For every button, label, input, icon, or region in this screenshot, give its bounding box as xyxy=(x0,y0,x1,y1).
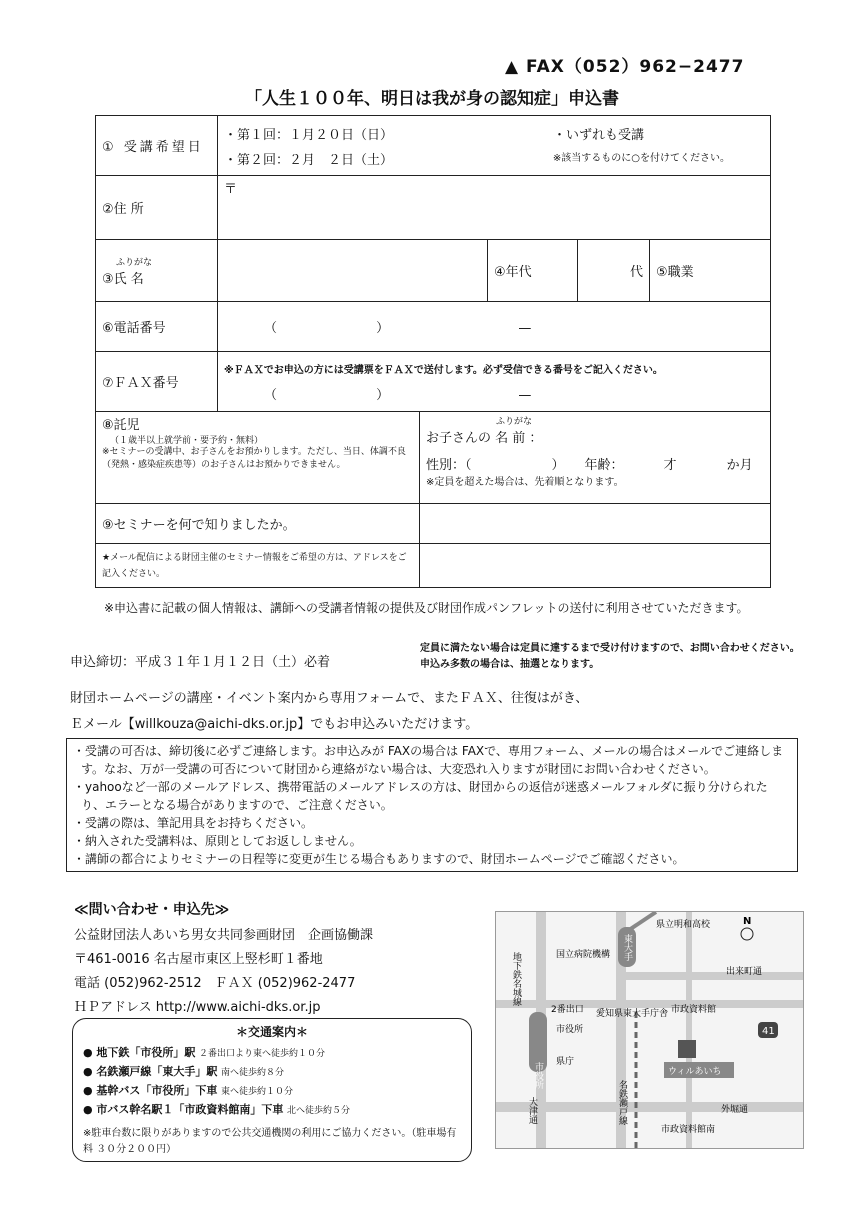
access-box xyxy=(72,1018,472,1162)
contact-address: 〒461-0016 名古屋市東区上竪杉町１番地 xyxy=(74,952,323,967)
will-aichi-building xyxy=(678,1040,696,1058)
map-archives-south: 市政資料館南 xyxy=(661,1125,716,1135)
childcare-label-cell xyxy=(96,412,420,504)
phone-dash: — xyxy=(518,321,532,336)
map-ozone: 大津通 xyxy=(527,1097,537,1124)
preferred-date-label: ① 受講希望日 xyxy=(96,116,218,176)
contact-tel: 電話 (052)962-2512 ＦＡＸ (052)962-2477 xyxy=(74,976,356,991)
access-item: ● 名鉄瀬戸線「東大手」駅 南へ徒歩約８分 xyxy=(83,1065,284,1078)
map-svg xyxy=(496,912,803,1148)
job-field[interactable] xyxy=(650,240,771,302)
map-archives: 市政資料館 xyxy=(671,1005,717,1015)
contact-heading: ≪問い合わせ・申込先≫ xyxy=(74,902,230,918)
map-city-hall-station: 市役所 xyxy=(533,1062,543,1089)
session-1: ・第１回：１月２０日（日） xyxy=(224,127,394,143)
source-label: ⑨セミナーを何で知りましたか。 xyxy=(96,504,420,544)
access-item: ● 市バス幹名駅１「市政資料館南」下車 北へ徒歩約５分 xyxy=(83,1103,350,1116)
preferred-date-cell[interactable] xyxy=(218,116,771,176)
name-furigana: ふりがな xyxy=(116,257,153,268)
age-unit: 代 xyxy=(629,265,643,280)
postal-mark: 〒 xyxy=(224,182,238,197)
child-sex-close: ） xyxy=(551,458,565,473)
name-label: ③氏 名 xyxy=(102,271,144,287)
access-item: ● 地下鉄「市役所」駅 ２番出口より東へ徒歩約１０分 xyxy=(83,1046,325,1059)
map-exit2: 2番出口 xyxy=(551,1005,584,1015)
childcare-label: ⑧託児 xyxy=(102,418,140,433)
apply-line-1: 財団ホームページの講座・イベント案内から専用フォームで、またＦＡＸ、往復はがき、 xyxy=(70,691,589,706)
map-pref-office: 県庁 xyxy=(556,1057,575,1067)
address-label: ②住 所 xyxy=(96,176,218,240)
phone-paren-open: （ xyxy=(264,321,278,336)
map-aichi-pref: 愛知県東大手庁舎 xyxy=(596,1009,669,1019)
fax-note: ※ＦＡＸでお申込の方には受講票をＦＡＸで送付します。必ず受信できる番号をご記入ください。 xyxy=(224,364,663,376)
name-field[interactable] xyxy=(218,240,488,302)
both-sessions: ・いずれも受講 xyxy=(552,127,644,143)
notice-box xyxy=(66,738,798,872)
phone-label: ⑥電話番号 xyxy=(96,302,218,352)
phone-paren-close: ） xyxy=(376,321,390,336)
email-label: ★メール配信による財団主催のセミナー情報をご希望の方は、アドレスをご記入ください。 xyxy=(96,544,420,588)
child-age-years: 才 xyxy=(663,458,677,473)
map-north: N xyxy=(743,916,752,927)
access-note: ※駐車台数に限りがありますので公共交通機関の利用にご協力ください。（駐車場有料 ３０分２００円） xyxy=(83,1128,457,1155)
access-item: ● 基幹バス「市役所」下車 東へ徒歩約１０分 xyxy=(83,1084,293,1097)
child-age-months: か月 xyxy=(726,458,753,473)
contact-info xyxy=(74,924,373,1020)
notice-item: ・納入された受講料は、原則としてお返ししません。 xyxy=(73,834,362,848)
child-name: お子さんの 名 前 ： xyxy=(426,431,543,446)
privacy-note: ※申込書に記載の個人情報は、講師への受講者情報の提供及び財団作成パンフレットの送付に利用させていただきます。 xyxy=(104,601,749,615)
map-meitetsu: 名鉄瀬戸線 xyxy=(617,1080,627,1125)
child-sex: 性別：（ xyxy=(426,458,472,473)
notice-item: ・受講の際は、筆記用具をお持ちください。 xyxy=(73,816,314,830)
map-will-aichi: ウィルあいち xyxy=(668,1067,722,1077)
age-unit-cell[interactable] xyxy=(578,240,650,302)
child-furigana: ふりがな xyxy=(496,417,533,427)
childcare-sub: （１歳半以上就学前・要予約・無料） xyxy=(110,436,264,446)
address-field[interactable] xyxy=(218,176,771,240)
access-map xyxy=(495,911,804,1149)
map-route41: 41 xyxy=(762,1026,775,1037)
deadline-note-1: 定員に満たない場合は定員に達するまで受け付けますので、お問い合わせください。 xyxy=(420,643,800,654)
capacity-note: ※定員を超えた場合は、先着順となります。 xyxy=(426,477,624,488)
fax-field[interactable] xyxy=(218,352,771,412)
deadline-note-2: 申込み多数の場合は、抽選となります。 xyxy=(420,659,600,670)
fax-paren-close: ） xyxy=(376,387,390,403)
deadline-note xyxy=(420,641,800,673)
phone-field[interactable] xyxy=(218,302,771,352)
name-label-cell xyxy=(96,240,218,302)
deadline: 申込締切：平成３１年１月１２日（土）必着 xyxy=(70,655,331,670)
childcare-note: ※セミナーの受講中、お子さんをお預かりします。ただし、当日、体調不良（発熱・感染症疾患等）のお子さんはお預かりできません。 xyxy=(102,447,406,470)
session-note: ※該当するものに○を付けてください。 xyxy=(552,152,730,164)
fax-label: ⑦ＦＡＸ番号 xyxy=(96,352,218,412)
application-form-table xyxy=(95,115,771,588)
notice-item: ・yahooなど一部のメールアドレス、携帯電話のメールアドレスの方は、財団からの返信が迷惑メールフォルダに振り分けられたり、エラーとなる場合がありますので、ご注意ください。 xyxy=(73,780,768,812)
session-2: ・第２回：２月 ２日（土） xyxy=(224,152,394,168)
contact-org: 公益財団法人あいち男女共同参画財団 企画協働課 xyxy=(74,928,374,943)
childcare-field[interactable] xyxy=(420,412,771,504)
child-age: 年齢： xyxy=(584,458,624,473)
map-school: 県立明和高校 xyxy=(656,920,711,930)
fax-paren-open: （ xyxy=(264,387,278,403)
age-label-text: ④年代 xyxy=(494,265,532,280)
form-title: 「人生１００年、明日は我が身の認知症」申込書 xyxy=(245,89,619,109)
fax-dash: — xyxy=(518,387,532,403)
email-field[interactable] xyxy=(420,544,771,588)
apply-methods xyxy=(70,686,588,738)
map-hospital: 国立病院機構 xyxy=(556,950,611,960)
job-label: ⑤職業 xyxy=(656,265,694,280)
map-degai: 出来町通 xyxy=(726,967,763,977)
fax-header: ▲ FAX（052）962−2477 xyxy=(505,57,745,77)
map-higashiote: 東大手 xyxy=(622,934,632,961)
contact-hp: ＨＰアドレス http://www.aichi-dks.or.jp xyxy=(74,1000,321,1015)
age-field[interactable] xyxy=(488,240,578,302)
access-heading: ＊交通案内＊ xyxy=(235,1025,308,1039)
source-field[interactable] xyxy=(420,504,771,544)
apply-line-2: Ｅメール【willkouza@aichi-dks.or.jp】でもお申込みいただけます。 xyxy=(70,717,479,732)
notice-item: ・講師の都合によりセミナーの日程等に変更が生じる場合もありますので、財団ホームページでご確認ください。 xyxy=(73,852,685,866)
notice-item: ・受講の可否は、締切後に必ずご連絡します。お申込みが FAXの場合は FAXで、専用フォーム、メールの場合はメールでご連絡します。なお、万が一受講の可否について財団から連絡がない場合は、大変恐れ入りますが財団にお問い合わせください。 xyxy=(73,744,784,776)
map-city-hall: 市役所 xyxy=(556,1025,584,1035)
map-gaibori: 外堀通 xyxy=(721,1105,749,1115)
map-subway-line: 地下鉄名城線 xyxy=(511,952,521,1006)
